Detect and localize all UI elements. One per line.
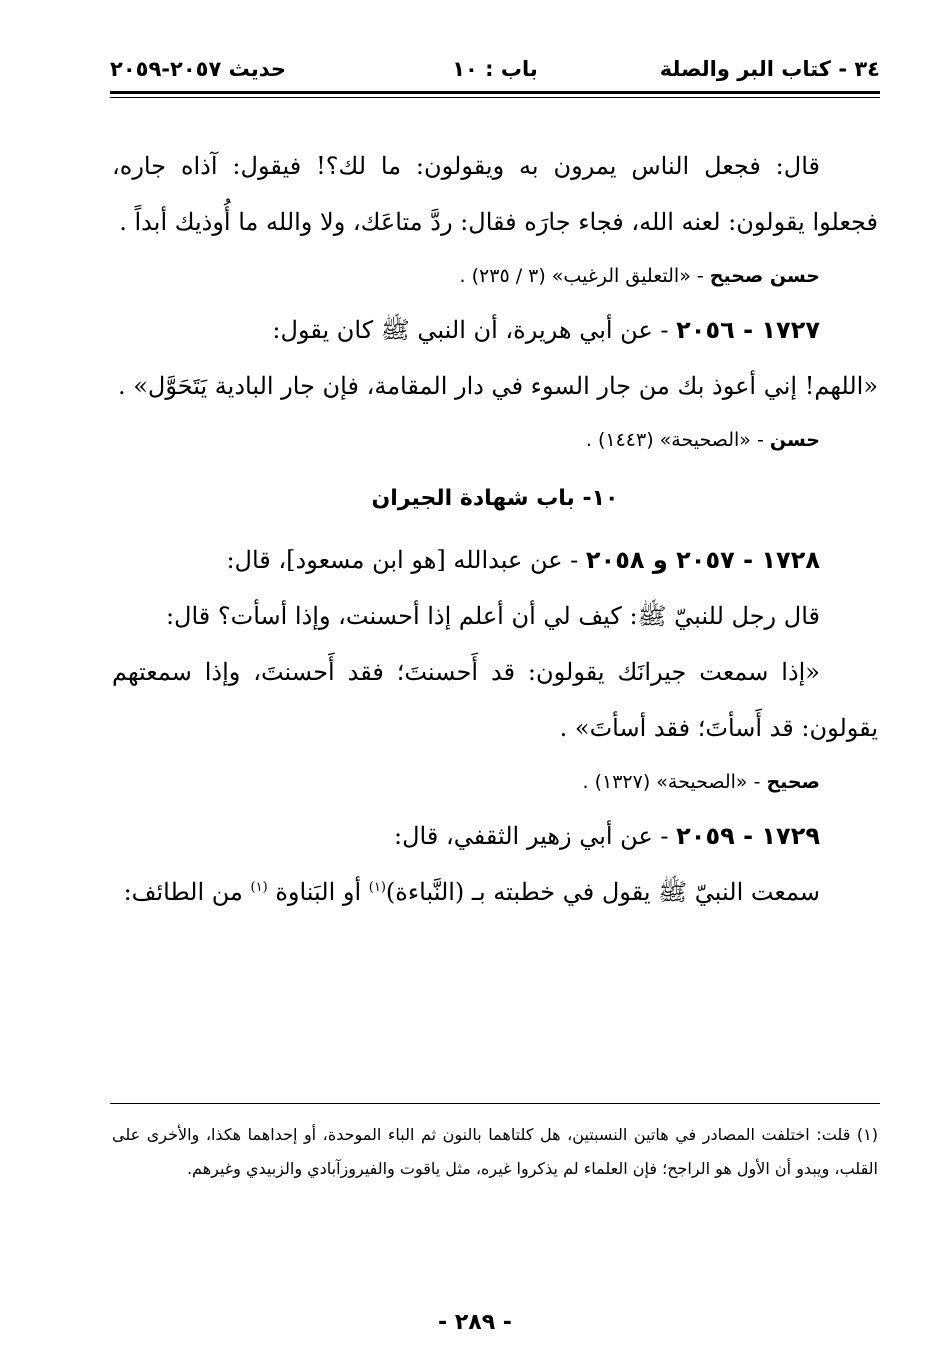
- hadith-question-1728: قال رجل للنبيّ ﷺ: كيف لي أن أعلم إذا أحسنت، وإذا أسأت؟ قال:: [165, 602, 820, 630]
- header-rule-thick: [110, 91, 880, 94]
- hadith-number: ١٧٢٨ - ٢٠٥٧ و ٢٠٥٨: [585, 546, 820, 574]
- hadith-number: ١٧٢٩ - ٢٠٥٩: [676, 822, 820, 850]
- hadith-text-1729: [112, 864, 878, 920]
- grade-reference: - «الصحيحة» (١٤٤٣) .: [585, 429, 770, 451]
- hadith-answer-1728: «إذا سمعت جيرانَك يقولون: قد أَحسنتَ؛ فقد أَحسنتَ، وإذا سمعتهم يقولون: قد أَسأتَ؛ فقد أسأتَ» .: [112, 658, 878, 742]
- hadith-continuation: قال: فجعل الناس يمرون به ويقولون: ما لك؟! فيقول: آذاه جاره، فجعلوا يقولون: لعنه الله، فجاء جارَه فقال: ردَّ متاعَك، ولا والله ما أُوذيك أبداً .: [112, 152, 878, 236]
- hadith-range: حديث ٢٠٥٧-٢٠٥٩: [110, 57, 286, 81]
- grade-reference: - «التعليق الرغيب» (٣ / ٢٣٥) .: [459, 265, 710, 287]
- book-title: ٣٤ - كتاب البر والصلة: [659, 57, 880, 81]
- hadith-text-part: سمعت النبيّ ﷺ يقول في خطبته بـ (النَّباءة): [385, 878, 820, 906]
- grade-reference: - «الصحيحة» (١٣٢٧) .: [582, 771, 767, 793]
- hadith-text-part: من الطائف:: [123, 878, 251, 906]
- running-header: [110, 55, 880, 89]
- hadith-header-1728: [112, 532, 878, 588]
- grade-label: صحيح: [766, 771, 820, 793]
- chapter-heading: ١٠- باب شهادة الجيران: [371, 486, 619, 511]
- main-text: [112, 138, 878, 920]
- grade-label: حسن صحيح: [709, 265, 820, 287]
- grade-note: [112, 414, 878, 466]
- footnote-marker: (١): [368, 880, 386, 895]
- grade-note: [112, 756, 878, 808]
- hadith-chain: - عن أبي هريرة، أن النبي ﷺ كان يقول:: [272, 316, 677, 344]
- hadith-chain: - عن أبي زهير الثقفي، قال:: [394, 822, 677, 850]
- hadith-number: ١٧٢٧ - ٢٠٥٦: [676, 316, 820, 344]
- chapter-number: باب : ١٠: [452, 57, 538, 81]
- grade-note: [112, 250, 878, 302]
- footnote-marker: (١): [250, 880, 268, 895]
- hadith-chain: - عن عبدالله [هو ابن مسعود]، قال:: [226, 546, 586, 574]
- hadith-header-1727: [112, 302, 878, 358]
- hadith-text-1727: «اللهم! إني أعوذ بك من جار السوء في دار المقامة، فإن جار البادية يَتَحَوَّل» .: [117, 372, 878, 400]
- footnote: (١) قلت: اختلفت المصادر في هاتين النسبتين، هل كلتاهما بالنون ثم الباء الموحدة، أو إحداهما هكذا، والأخرى على القلب، ويبدو أن الأول هو الراجح؛ فإن العلماء لم يذكروا غيره، مثل ياقوت والفيروزآبادي والزبيدي وغيرهم.: [112, 1125, 878, 1178]
- hadith-header-1729: [112, 808, 878, 864]
- hadith-text-part: أو البَناوة: [267, 878, 369, 906]
- grade-label: حسن: [769, 429, 820, 451]
- header-rule-thin: [110, 97, 880, 98]
- footnote-rule: [110, 1103, 880, 1104]
- page-number: - ٢٨٩ -: [438, 1310, 512, 1335]
